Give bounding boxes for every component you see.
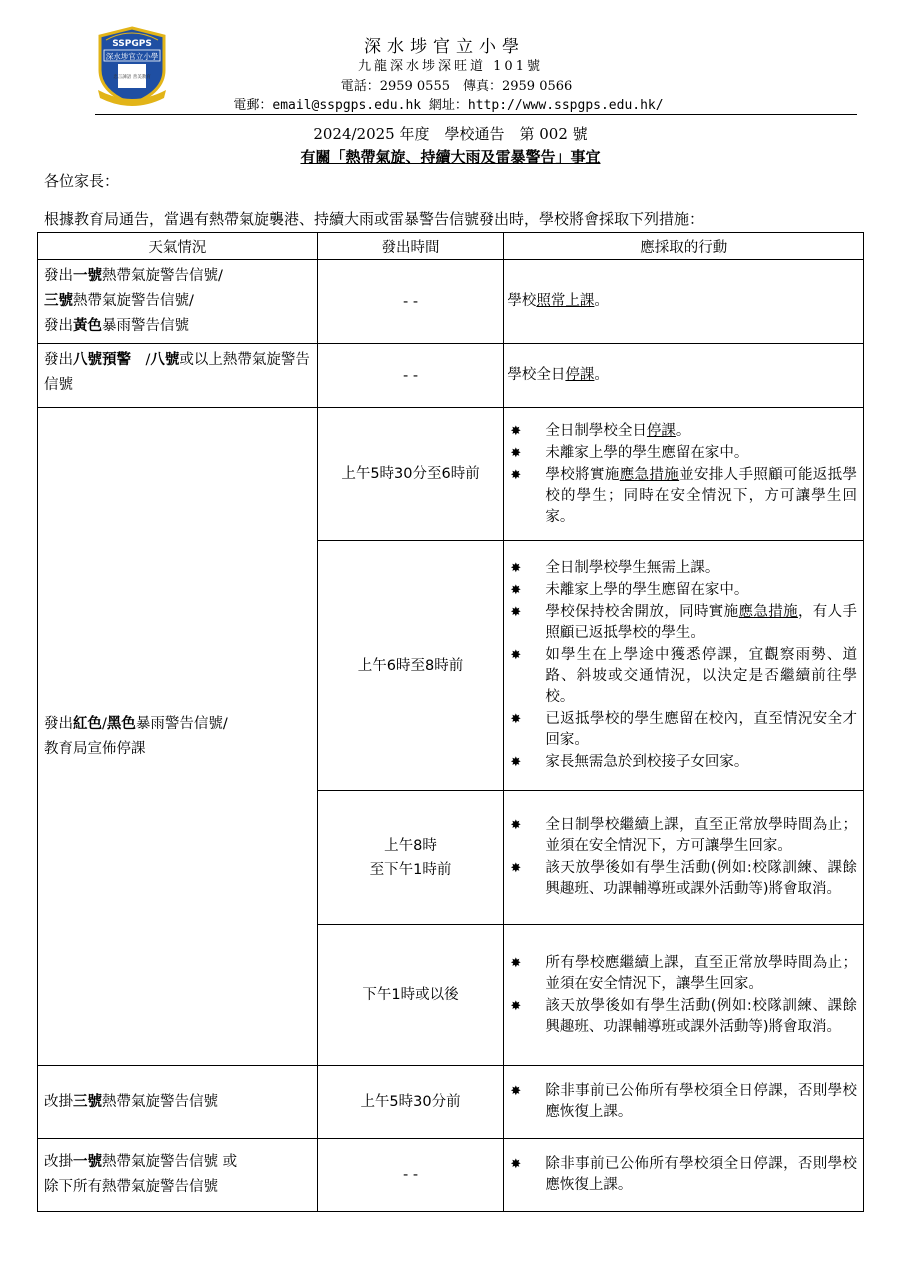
weather-condition: 改掛一號熱帶氣旋警告信號 或 除下所有熱帶氣旋警告信號	[38, 1139, 318, 1212]
action	[504, 791, 864, 925]
weather-condition: 發出紅色/黑色暴雨警告信號/ 教育局宣佈停課	[38, 408, 318, 1066]
bullet-icon: ✸	[510, 445, 522, 461]
header-time: 發出時間	[317, 233, 504, 260]
list-item: ✸ 未離家上學的學生應留在家中。	[507, 580, 857, 601]
bullet-icon: ✸	[510, 561, 522, 576]
issue-time: - -	[317, 260, 504, 344]
list-item: ✸ 已返抵學校的學生應留在校內，直至情況安全才回家。	[510, 711, 857, 748]
school-name: 深水埗官立小學	[364, 37, 525, 57]
greeting: 各位家長：	[44, 172, 120, 190]
action	[504, 1066, 864, 1139]
list-item: ✸ 所有學校應繼續上課，直至正常放學時間為止；並須在安全情況下，讓學生回家。	[510, 954, 857, 992]
action: 學校照常上課。	[504, 260, 864, 344]
list-item: ✸ 未離家上學的學生應留在家中。	[507, 443, 857, 464]
weather-condition: 發出八號預警 /八號或以上熱帶氣旋警告信號	[38, 344, 318, 408]
header-divider	[95, 114, 857, 115]
list-item: ✸ 學校保持校舍開放，同時實施應急措施，有人手照顧已返抵學校的學生。	[510, 604, 858, 641]
list-item: ✸ 全日制學校全日停課。	[507, 421, 857, 442]
bullet-icon: ✸	[510, 998, 522, 1014]
school-email-website: 電郵：email@sspgps.edu.hk 網址：http://www.sspgps.edu.hk/	[233, 98, 664, 113]
bullet-icon: ✸	[510, 467, 522, 483]
list-item: ✸ 全日制學校學生無需上課。	[507, 558, 857, 579]
logo-name: 深水埗官立小學	[105, 52, 159, 61]
bullet-icon: ✸	[510, 1084, 522, 1099]
header-action: 應採取的行動	[504, 233, 864, 260]
table-row	[38, 1066, 864, 1139]
action	[504, 541, 864, 791]
list-item: ✸ 除非事前已公佈所有學校須全日停課，否則學校應恢復上課。	[510, 1083, 857, 1120]
notice-title: 2024/2025 年度 學校通告 第 002 號	[313, 125, 588, 143]
issue-time: 下午1時或以後	[317, 925, 504, 1066]
bullet-icon: ✸	[510, 712, 522, 727]
list-item: ✸ 除非事前已公佈所有學校須全日停課，否則學校應恢復上課。	[510, 1156, 857, 1193]
issue-time: - -	[317, 1139, 504, 1212]
table-row	[38, 1139, 864, 1212]
weather-condition: 改掛三號熱帶氣旋警告信號	[38, 1066, 318, 1139]
intro-paragraph: 根據教育局通告，當遇有熱帶氣旋襲港、持續大雨或雷暴警告信號發出時，學校將會採取下列措施：	[44, 210, 705, 228]
bullet-icon: ✸	[510, 755, 522, 770]
action	[504, 925, 864, 1066]
header-weather: 天氣情況	[38, 233, 318, 260]
notice-subject: 有關「熱帶氣旋、持續大雨及雷暴警告」事宜	[300, 148, 601, 166]
list-item: ✸ 該天放學後如有學生活動(例如:校隊訓練、課餘興趣班、功課輔導班或課外活動等)將會取消。	[510, 860, 857, 897]
logo-motto: 忠言諫語 善美教育	[113, 75, 151, 80]
bullet-icon: ✸	[510, 583, 522, 598]
weather-measures-table	[37, 232, 864, 1212]
bullet-icon: ✸	[510, 955, 522, 971]
list-item: ✸ 該天放學後如有學生活動(例如:校隊訓練、課餘興趣班、功課輔導班或課外活動等)將會取消。	[510, 997, 857, 1035]
action	[504, 408, 864, 541]
bullet-icon: ✸	[510, 648, 522, 663]
weather-condition: 發出一號熱帶氣旋警告信號/ 三號熱帶氣旋警告信號/ 發出黃色暴雨警告信號	[38, 260, 318, 344]
bullet-icon: ✸	[510, 1157, 522, 1172]
bullet-icon: ✸	[510, 423, 522, 439]
action: 學校全日停課。	[504, 344, 864, 408]
school-phone-fax: 電話：2959 0555 傳真：2959 0566	[340, 79, 573, 94]
school-address: 九龍深水埗深旺道 101號	[358, 59, 543, 74]
list-item: ✸ 家長無需急於到校接子女回家。	[507, 752, 857, 773]
table-row	[38, 260, 864, 344]
table-row	[38, 344, 864, 408]
table-row	[38, 408, 864, 541]
table-header-row	[38, 233, 864, 260]
action	[504, 1139, 864, 1212]
list-item: ✸ 全日制學校繼續上課，直至正常放學時間為止；並須在安全情況下，方可讓學生回家。	[510, 817, 857, 854]
list-item: ✸ 學校將實施應急措施並安排人手照顧可能返抵學校的學生；同時在安全情況下，方可讓學生回家。	[510, 466, 858, 525]
bullet-icon: ✸	[510, 818, 522, 833]
issue-time: 上午5時30分前	[317, 1066, 504, 1139]
logo-text: SSPGPS	[112, 39, 152, 49]
issue-time: 上午5時30分至6時前	[317, 408, 504, 541]
issue-time: - -	[317, 344, 504, 408]
bullet-icon: ✸	[510, 861, 522, 876]
issue-time: 上午6時至8時前	[317, 541, 504, 791]
list-item: ✸ 如學生在上學途中獲悉停課，宜觀察雨勢、道路、斜坡或交通情況，以決定是否繼續前往學校。	[510, 647, 857, 705]
bullet-icon: ✸	[510, 605, 522, 620]
issue-time: 上午8時 至下午1時前	[317, 791, 504, 925]
